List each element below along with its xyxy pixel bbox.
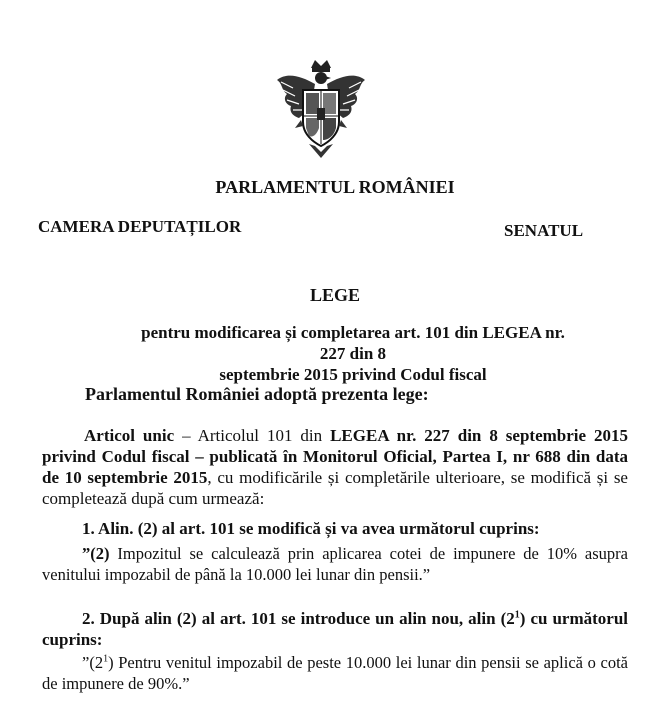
adoption-statement: Parlamentul României adoptă prezenta lege:: [85, 384, 429, 404]
point-1-quote-open: ”(2): [82, 544, 110, 563]
law-subtitle-line-2: septembrie 2015 privind Codul fiscal: [219, 365, 487, 384]
point-2-heading-sup: 1: [514, 609, 520, 621]
law-reference: LEGEA nr. 227 din 8 septembrie 2015 privind Codul fiscal – publicată în Monitorul Oficial, Partea I, nr 688 din data de 10 septembrie 2015: [42, 426, 629, 487]
chamber-deputies-label: CAMERA DEPUTAȚILOR: [38, 217, 242, 236]
point-2-quote-b: ) Pentru venitul impozabil de peste 10.000 lei lunar din pensii se aplică o cotă de impunere de 90%.”: [42, 653, 628, 693]
coat-of-arms-icon: [273, 58, 369, 162]
parliament-title: PARLAMENTUL ROMÂNIEI: [215, 177, 455, 197]
article-paragraph: [42, 425, 628, 509]
article-dash: –: [174, 426, 198, 445]
point-2-heading-b: ) cu următorul cuprins:: [42, 609, 628, 649]
point-1-quote: [42, 543, 628, 585]
article-text-1: Articolul 101 din: [197, 426, 331, 445]
point-2-quote-a: ”(2: [82, 653, 104, 672]
law-subtitle-line-1: pentru modificarea și completarea art. 101 din LEGEA nr. 227 din 8: [141, 323, 565, 363]
point-2-heading-a: 2. După alin (2) al art. 101 se introduce un alin nou, alin (2: [82, 609, 515, 628]
senate-label: SENATUL: [504, 221, 584, 240]
article-label: Articol unic: [84, 426, 175, 445]
point-2-quote-sup: 1: [103, 653, 109, 665]
point-1-heading: 1. Alin. (2) al art. 101 se modifică și va avea următorul cuprins:: [82, 519, 540, 538]
law-title: LEGE: [309, 285, 361, 305]
article-text-2: , cu modificările și completările ulterioare, se modifică și se completează după cum urmează:: [42, 468, 628, 508]
law-subtitle: [128, 322, 578, 385]
point-2-quote: [42, 652, 628, 694]
point-1-quote-text: Impozitul se calculează prin aplicarea cotei de impunere de 10% asupra venitului impozabil de până la 10.000 lei lunar din pensii.”: [42, 544, 628, 584]
point-2-heading: [42, 608, 628, 650]
